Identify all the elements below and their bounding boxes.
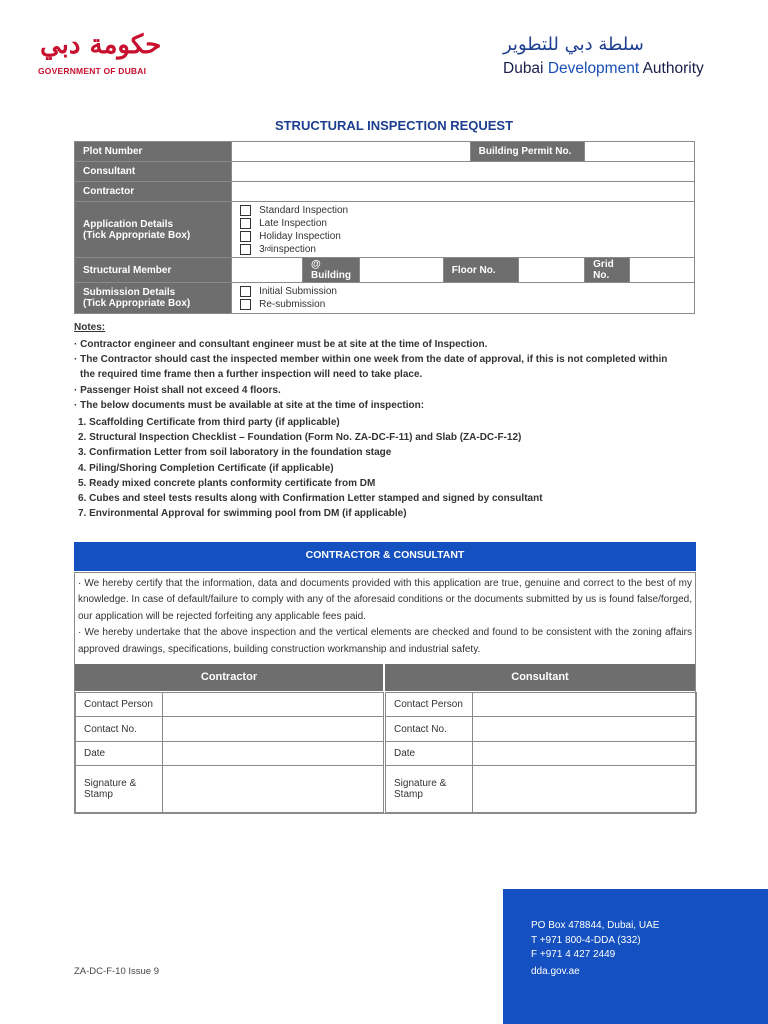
certification-text bbox=[78, 576, 692, 658]
option-holiday-inspection[interactable]: Holiday Inspection bbox=[240, 230, 686, 243]
dda-name-part-3: Authority bbox=[639, 60, 704, 77]
structural-member-label: Structural Member bbox=[75, 258, 232, 283]
consultant-signature-field[interactable] bbox=[473, 766, 697, 813]
grid-no-field[interactable] bbox=[629, 258, 695, 283]
government-of-dubai-logo-arabic: حكومة دبي bbox=[40, 30, 162, 60]
document-title: STRUCTURAL INSPECTION REQUEST bbox=[274, 118, 514, 133]
contractor-contact-person-field[interactable] bbox=[163, 693, 384, 717]
building-permit-label: Building Permit No. bbox=[470, 142, 585, 162]
option-initial-submission[interactable]: Initial Submission bbox=[240, 285, 686, 298]
structural-member-field[interactable] bbox=[232, 258, 303, 283]
note-line: · The Contractor should cast the inspected member within one week from the date of approval, if this is not completed within bbox=[74, 354, 668, 366]
certification-paragraph-1: · We hereby certify that the information, data and documents provided with this application are true, genuine and correct to the best of my knowledge. In case of default/failure to comply with any of the aforesaid conditions or the documents submitted by us is found false/forged, our application will be rejected forfeiting any applicable fees paid. bbox=[78, 578, 692, 622]
contractor-label: Contractor bbox=[75, 182, 232, 202]
document-list-item: 1. Scaffolding Certificate from third party (if applicable) bbox=[78, 417, 340, 429]
at-building-label: @ Building bbox=[303, 258, 360, 283]
contractor-consultant-header: CONTRACTOR & CONSULTANT bbox=[74, 542, 696, 571]
footer-contact-info bbox=[531, 919, 659, 963]
plot-number-label: Plot Number bbox=[75, 142, 232, 162]
fax: F +971 4 427 2449 bbox=[531, 949, 616, 960]
signature-stamp-label: Signature & Stamp bbox=[76, 766, 163, 813]
certification-paragraph-2: · We hereby undertake that the above inspection and the vertical elements are checked and found to be consistent with the zoning affairs approved drawings, specifications, building construction workmanship and industrial safety. bbox=[78, 627, 692, 655]
submission-details-label bbox=[75, 283, 232, 314]
checkbox[interactable] bbox=[240, 231, 251, 242]
form-code: ZA-DC-F-10 Issue 9 bbox=[74, 966, 159, 977]
document-list-item: 6. Cubes and steel tests results along with Confirmation Letter stamped and signed by consultant bbox=[78, 493, 543, 505]
notes-section bbox=[74, 322, 704, 521]
note-line: · The below documents must be available at site at the time of inspection: bbox=[74, 399, 425, 411]
option-re-submission[interactable]: Re-submission bbox=[240, 298, 686, 311]
option-3rd-inspection[interactable]: 3 rd inspection bbox=[240, 243, 686, 256]
submission-options bbox=[232, 283, 695, 314]
submission-details-hint: (Tick Appropriate Box) bbox=[83, 298, 191, 309]
contractor-date-field[interactable] bbox=[163, 742, 384, 766]
contact-no-label: Contact No. bbox=[76, 717, 163, 742]
inspection-request-table bbox=[74, 141, 695, 314]
telephone: T +971 800-4-DDA (332) bbox=[531, 934, 641, 946]
application-details-hint: (Tick Appropriate Box) bbox=[83, 229, 191, 241]
consultant-field[interactable] bbox=[232, 162, 695, 182]
document-list-item: 7. Environmental Approval for swimming pool from DM (if applicable) bbox=[78, 508, 407, 520]
dda-name-part-1: Dubai bbox=[503, 60, 548, 77]
floor-no-field[interactable] bbox=[518, 258, 584, 283]
contractor-column-header: Contractor bbox=[75, 664, 383, 691]
document-list-item: 4. Piling/Shoring Completion Certificate (if applicable) bbox=[78, 462, 334, 474]
checkbox[interactable] bbox=[240, 205, 251, 216]
checkbox[interactable] bbox=[240, 218, 251, 229]
consultant-contact-person-field[interactable] bbox=[473, 693, 697, 717]
contact-no-label: Contact No. bbox=[386, 717, 473, 742]
dda-logo-name bbox=[503, 60, 704, 78]
consultant-date-field[interactable] bbox=[473, 742, 697, 766]
consultant-details-table bbox=[385, 692, 697, 813]
date-label: Date bbox=[386, 742, 473, 766]
contact-person-label: Contact Person bbox=[386, 693, 473, 717]
building-permit-field[interactable] bbox=[585, 142, 695, 162]
checkbox[interactable] bbox=[240, 244, 251, 255]
note-line: · Passenger Hoist shall not exceed 4 floors. bbox=[74, 384, 281, 396]
contractor-signature-field[interactable] bbox=[163, 766, 384, 813]
consultant-label: Consultant bbox=[75, 162, 232, 182]
document-list-item: 5. Ready mixed concrete plants conformity certificate from DM bbox=[78, 477, 376, 489]
consultant-contact-no-field[interactable] bbox=[473, 717, 697, 742]
po-box: PO Box 478844, Dubai, UAE bbox=[531, 920, 660, 931]
notes-title: Notes: bbox=[74, 322, 106, 333]
checkbox[interactable] bbox=[240, 286, 251, 297]
contact-person-label: Contact Person bbox=[76, 693, 163, 717]
note-line: · Contractor engineer and consultant engineer must be at site at the time of Inspection. bbox=[74, 339, 488, 350]
contractor-contact-no-field[interactable] bbox=[163, 717, 384, 742]
option-late-inspection[interactable]: Late Inspection bbox=[240, 217, 686, 230]
plot-number-field[interactable] bbox=[232, 142, 470, 162]
grid-no-label: Grid No. bbox=[585, 258, 629, 283]
signature-stamp-label: Signature & Stamp bbox=[386, 766, 473, 813]
note-line: the required time frame then a further inspection will need to take place. bbox=[80, 369, 423, 381]
submission-details-title: Submission Details bbox=[83, 287, 176, 298]
checkbox[interactable] bbox=[240, 299, 251, 310]
at-building-field[interactable] bbox=[360, 258, 444, 283]
government-of-dubai-label: GOVERNMENT OF DUBAI bbox=[38, 66, 147, 76]
option-standard-inspection[interactable]: Standard Inspection bbox=[240, 204, 686, 217]
application-options bbox=[232, 202, 695, 258]
dda-name-part-2: Development bbox=[547, 60, 640, 77]
dda-logo-arabic: سلطة دبي للتطوير bbox=[503, 34, 644, 55]
date-label: Date bbox=[76, 742, 163, 766]
floor-no-label: Floor No. bbox=[443, 258, 518, 283]
document-list-item: 3. Confirmation Letter from soil laboratory in the foundation stage bbox=[78, 447, 392, 459]
application-details-label bbox=[75, 202, 232, 258]
application-details-title: Application Details bbox=[83, 218, 174, 230]
consultant-column-header: Consultant bbox=[385, 664, 695, 691]
contractor-field[interactable] bbox=[232, 182, 695, 202]
document-list-item: 2. Structural Inspection Checklist – Foundation (Form No. ZA-DC-F-11) and Slab (ZA-DC-F-12) bbox=[78, 432, 522, 444]
website-link[interactable]: dda.gov.ae bbox=[531, 966, 580, 977]
contractor-details-table bbox=[75, 692, 384, 813]
